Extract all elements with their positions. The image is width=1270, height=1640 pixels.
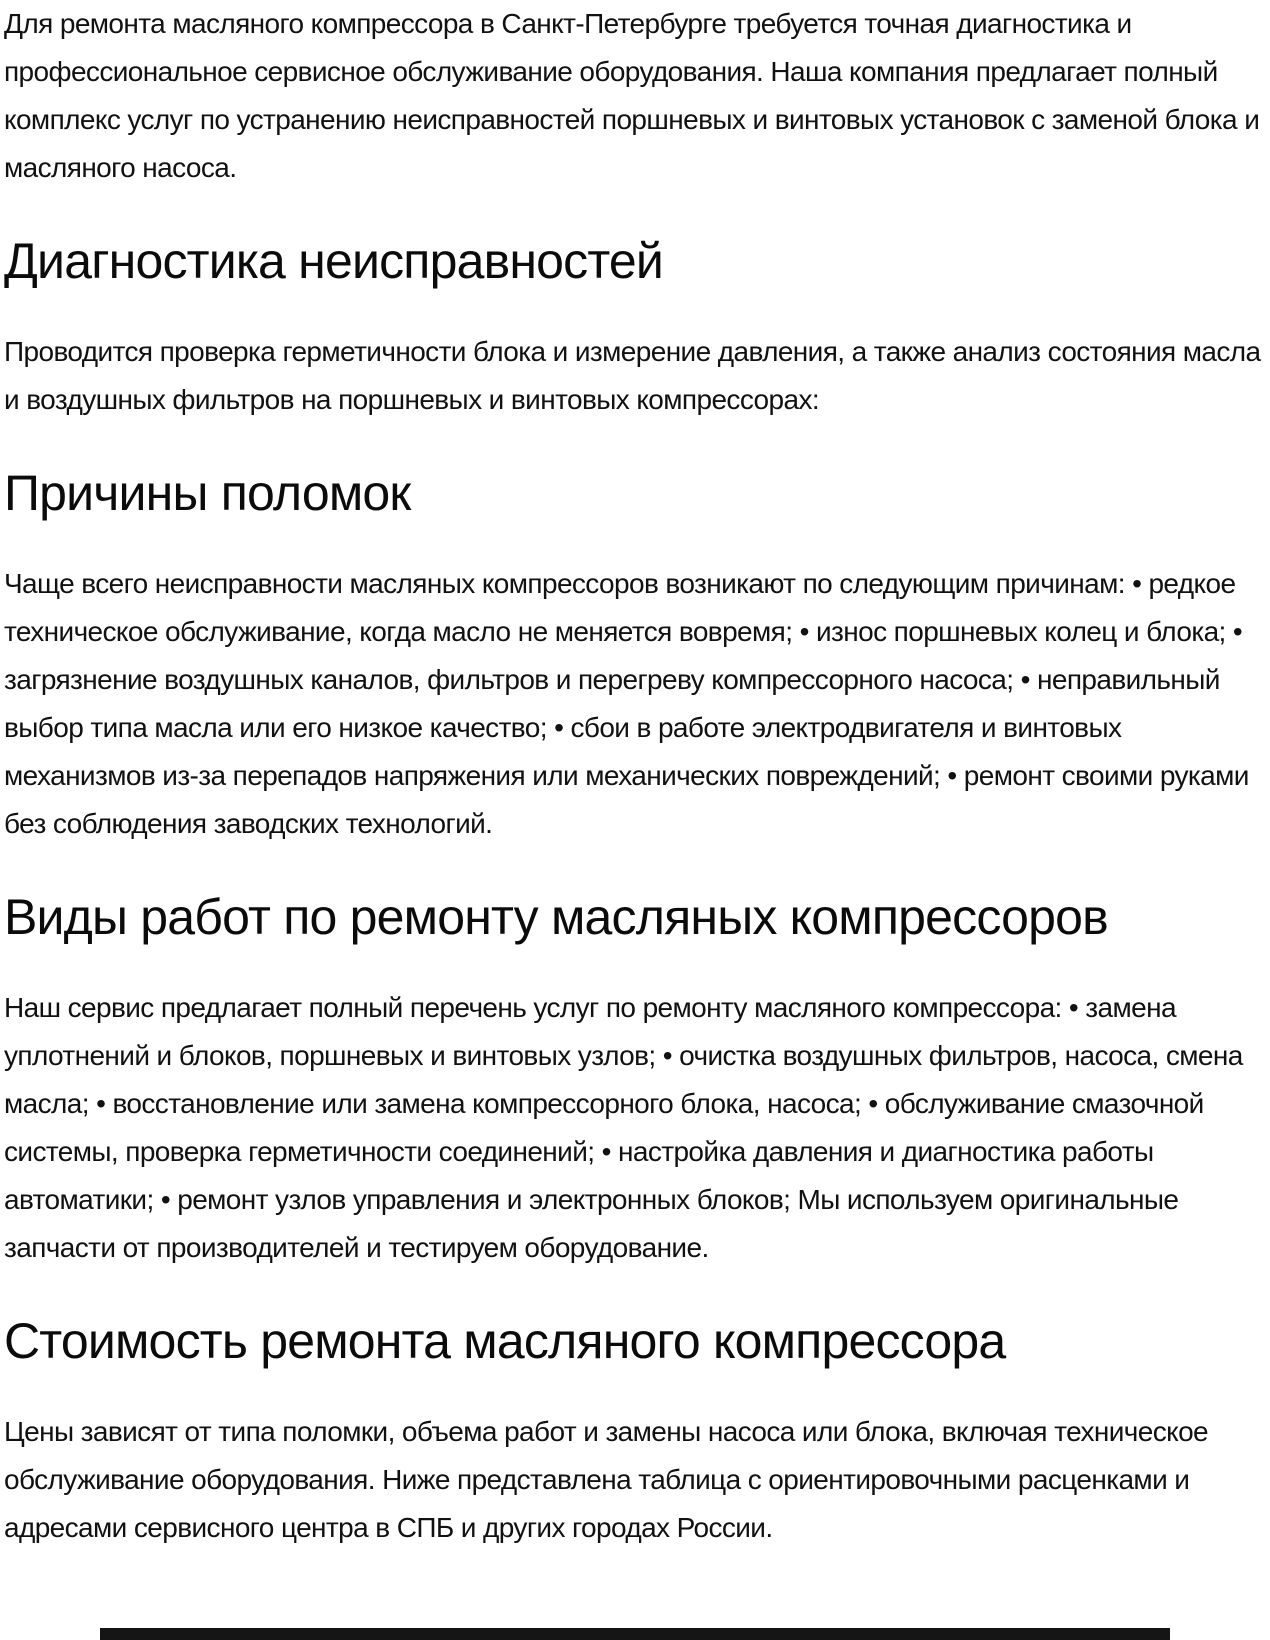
section-diagnostics (4, 232, 1264, 424)
section-repair-types (4, 888, 1264, 1272)
price-table-top-edge (100, 1628, 1170, 1640)
intro-paragraph: Для ремонта масляного компрессора в Санкт-Петербурге требуется точная диагностика и профессиональное сервисное обслуживание оборудования. Наша компания предлагает полный комплекс услуг по устранению неисправностей поршневых и винтовых установок с заменой блока и масляного насоса. (4, 8, 1260, 183)
section-heading: Стоимость ремонта масляного компрессора (4, 1313, 1006, 1369)
section-breakdown-causes (4, 464, 1264, 848)
section-paragraph: Чаще всего неисправности масляных компрессоров возникают по следующим причинам: • редкое техническое обслуживание, когда масло не меняется вовремя; • износ поршневых колец и блока; • загрязнение воздушных каналов, фильтров и перегреву компрессорного насоса; • неправильный выбор типа масла или его низкое качество; • сбои в работе электродвигателя и винтовых механизмов из-за перепадов напряжения или механических повреждений; • ремонт своими руками без соблюдения заводских технологий. (4, 568, 1249, 839)
section-heading: Причины поломок (4, 465, 411, 521)
section-paragraph: Проводится проверка герметичности блока и измерение давления, а также анализ состояния масла и воздушных фильтров на поршневых и винтовых компрессорах: (4, 336, 1261, 415)
section-heading: Виды работ по ремонту масляных компрессоров (4, 889, 1108, 945)
section-paragraph: Наш сервис предлагает полный перечень услуг по ремонту масляного компрессора: • замена уплотнений и блоков, поршневых и винтовых узлов; • очистка воздушных фильтров, насоса, смена масла; • восстановление или замена компрессорного блока, насоса; • обслуживание смазочной системы, проверка герметичности соединений; • настройка давления и диагностика работы автоматики; • ремонт узлов управления и электронных блоков; Мы используем оригинальные запчасти от производителей и тестируем оборудование. (4, 992, 1243, 1263)
section-paragraph: Цены зависят от типа поломки, объема работ и замены насоса или блока, включая техническое обслуживание оборудования. Ниже представлена таблица с ориентировочными расценками и адресами сервисного центра в СПБ и других городах России. (4, 1416, 1209, 1543)
section-heading: Диагностика неисправностей (4, 233, 664, 289)
section-repair-cost (4, 1312, 1264, 1552)
